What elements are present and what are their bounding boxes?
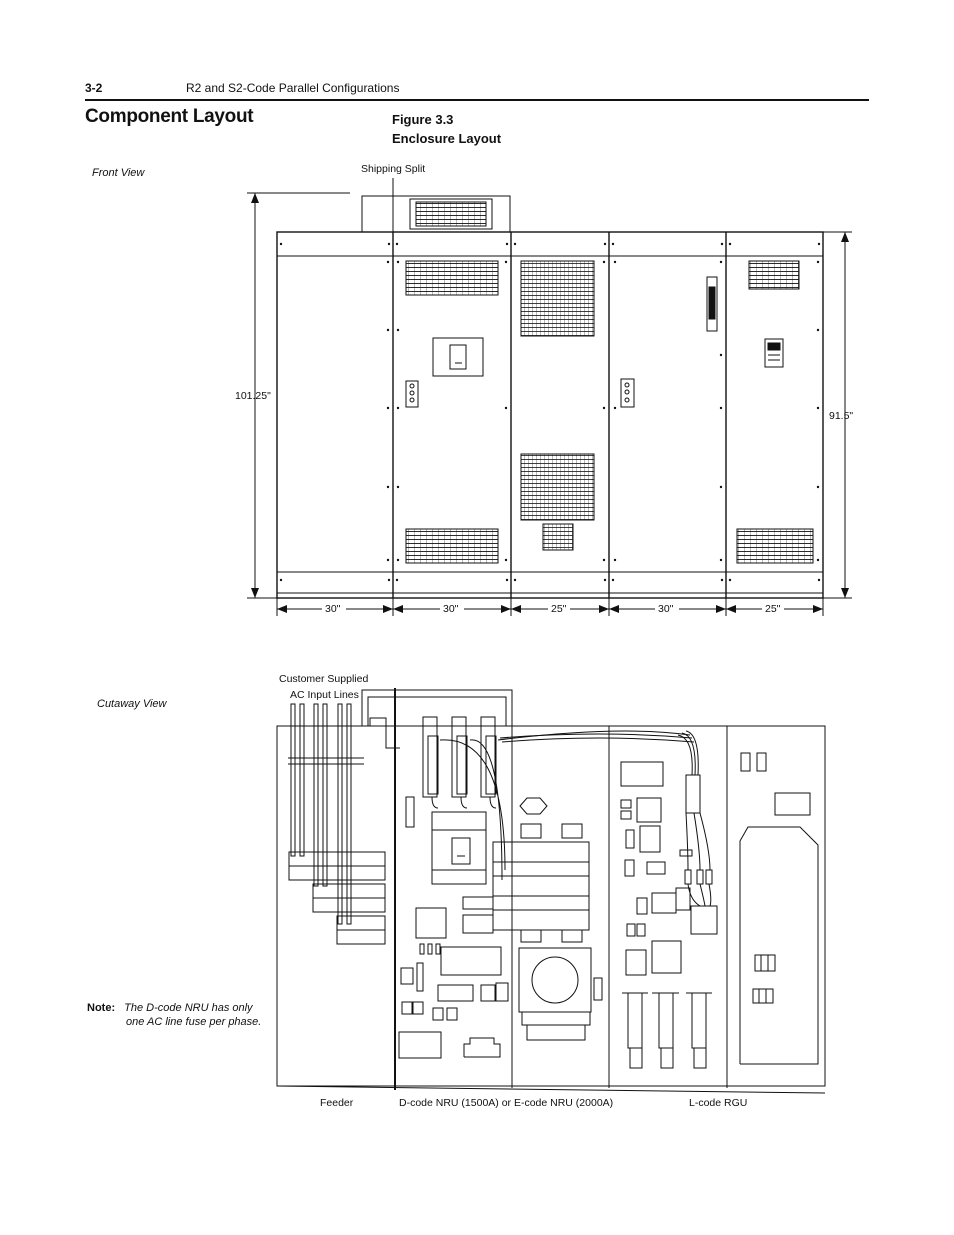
- note-line-2: one AC line fuse per phase.: [126, 1016, 262, 1028]
- nru-label: D-code NRU (1500A) or E-code NRU (2000A): [399, 1097, 614, 1109]
- width-dimension-1: 30": [325, 603, 341, 615]
- section-title: Component Layout: [85, 106, 254, 127]
- note-label: Note:: [87, 1002, 116, 1014]
- width-dimension-4: 30": [658, 603, 674, 615]
- rgu-fuses: [622, 993, 712, 1068]
- shipping-split-top-box: [362, 196, 510, 232]
- width-dimension-lines: [277, 598, 823, 616]
- figure-number: Figure 3.3: [392, 112, 454, 127]
- page-number: 3-2: [85, 81, 103, 95]
- cutaway-view: [277, 688, 825, 1093]
- cabinet-height-dimension-line: [823, 232, 852, 598]
- section-5-components: [740, 753, 818, 1064]
- running-title: R2 and S2-Code Parallel Configurations: [186, 81, 400, 95]
- cabinet-height-dimension: 91.5": [829, 410, 854, 422]
- shipping-split-label: Shipping Split: [361, 163, 426, 175]
- width-dimension-2: 30": [443, 603, 459, 615]
- section-4-components: [621, 731, 717, 1068]
- section-3-components: [493, 798, 602, 1040]
- ac-input-lines-label: AC Input Lines: [290, 689, 359, 701]
- feeder-cables: [288, 704, 385, 944]
- customer-supplied-label: Customer Supplied: [279, 673, 369, 685]
- overall-height-dimension: 101.25": [235, 390, 271, 402]
- feeder-label: Feeder: [320, 1097, 354, 1109]
- note-line-1: The D-code NRU has only: [124, 1002, 253, 1014]
- front-view-label: Front View: [92, 167, 145, 179]
- overall-height-dimension-line: [247, 193, 277, 598]
- width-dimension-3: 25": [551, 603, 567, 615]
- cutaway-view-label: Cutaway View: [97, 698, 167, 710]
- nru-components: [399, 717, 694, 1058]
- width-dimension-5: 25": [765, 603, 781, 615]
- rgu-label: L-code RGU: [689, 1097, 748, 1109]
- front-view: [247, 178, 852, 616]
- figure-title: Enclosure Layout: [392, 131, 502, 146]
